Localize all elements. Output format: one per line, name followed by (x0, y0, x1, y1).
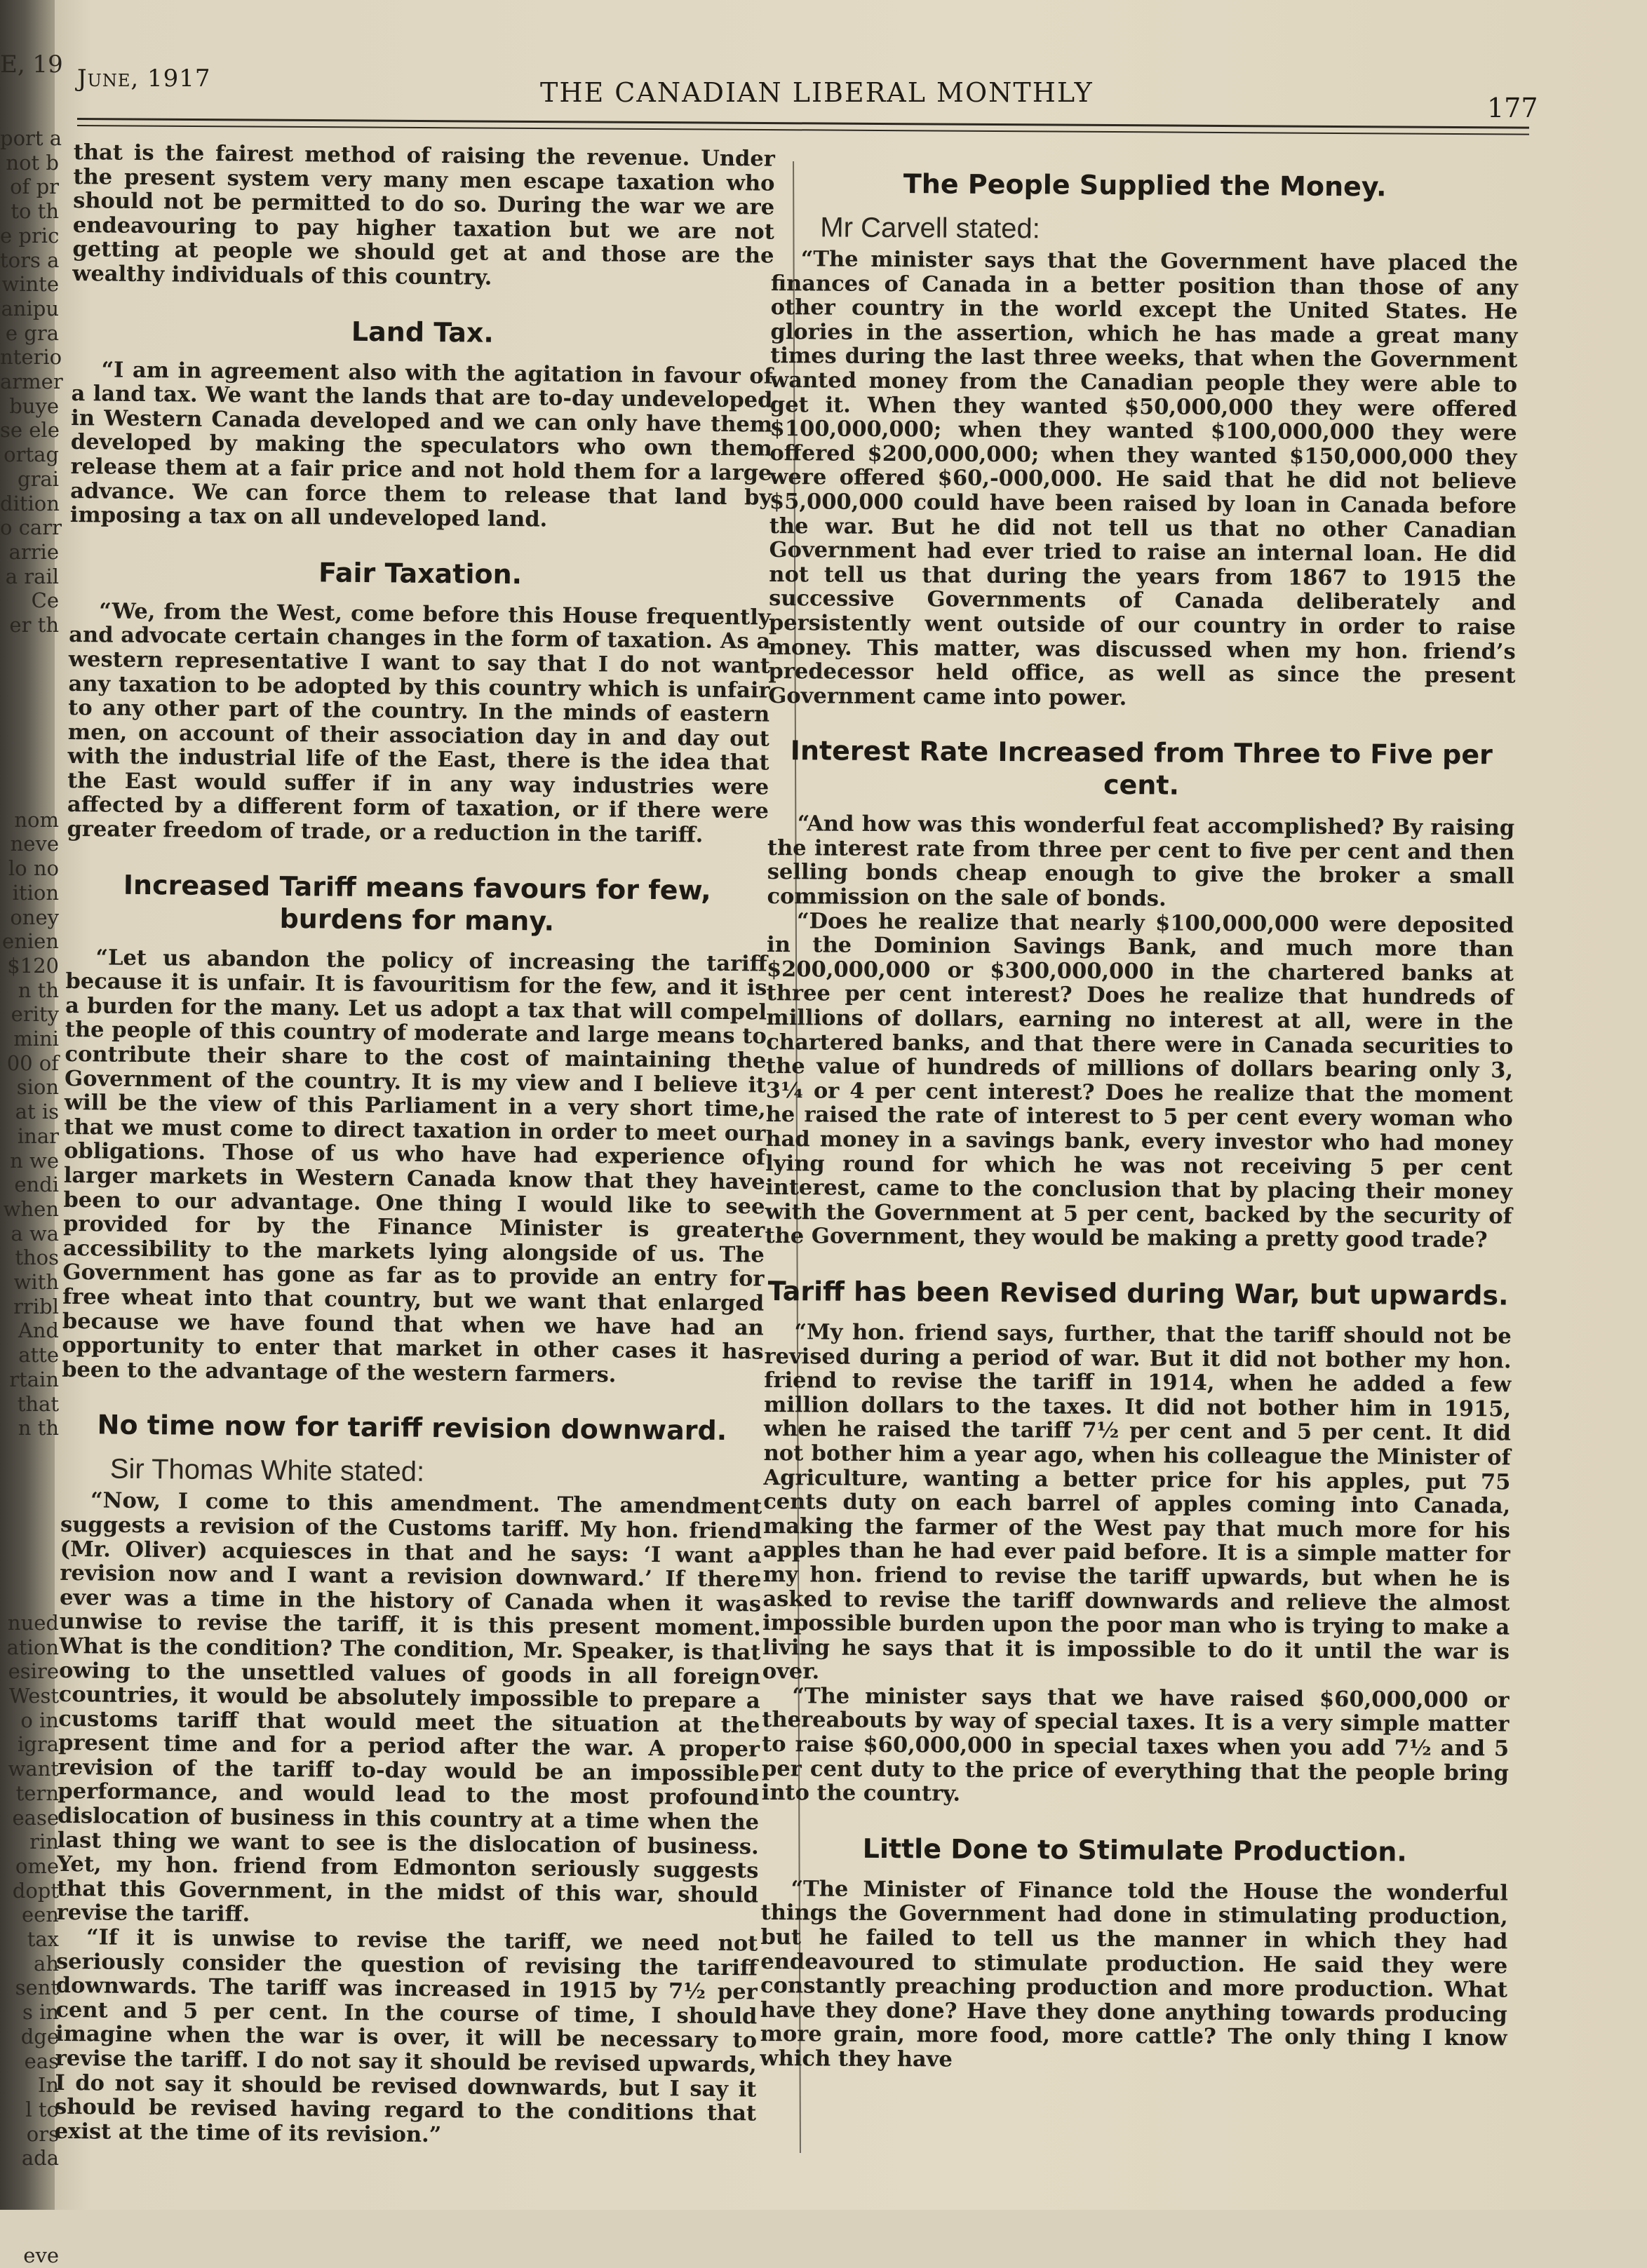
gutter-fragment-line: ada (21, 2146, 59, 2171)
gutter-fragment-line: nued (7, 1610, 59, 1635)
gutter-fragment-line: o in (20, 1708, 59, 1732)
gutter-fragment-line: anipu (1, 296, 59, 320)
section-heading: Increased Tariff means favours for few, burdens for many. (123, 869, 711, 937)
gutter-fragment-line: tern (15, 1781, 59, 1805)
gutter-fragment-line: sion (16, 1075, 59, 1100)
issue-date: June, 1917 (77, 65, 211, 93)
gutter-fragment-line: a wa (11, 1221, 59, 1246)
gutter-fragment-line: igra (18, 1732, 59, 1757)
gutter-fragment-line: And (18, 1318, 59, 1343)
gutter-fragment-line: armer (0, 370, 63, 394)
gutter-fragment-line: neve (10, 832, 59, 856)
left-column (55, 140, 775, 2150)
gutter-fragment-line: ors (26, 2121, 59, 2146)
gutter-fragment-line: tors a (0, 248, 60, 272)
gutter-fragment-line (0, 637, 59, 662)
gutter-fragment-line: nom (14, 807, 59, 832)
gutter-fragment-line: ortag (4, 443, 59, 467)
gutter-fragment-line: o carr (0, 515, 62, 540)
gutter-fragment-line: ease (12, 1805, 59, 1830)
gutter-fragment-line (0, 1440, 59, 1465)
gutter-fragment-line (0, 661, 59, 686)
gutter-fragment-line: sent (15, 1976, 59, 2000)
gutter-fragment-line: eve (23, 2243, 59, 2268)
gutter-fragment-line (0, 710, 59, 735)
gutter-fragment-line: oney (10, 905, 59, 929)
gutter-fragment-line: of pr (10, 175, 59, 199)
paragraph: “We, from the West, come before this House frequently and advocate certain changes in the form of taxation. As a western representative I want to say that I do not want any taxation to be adopted by this country which is unfair to any other part of the country. In the minds of eastern men, on account of their association day in and day out with the industrial life of the East, there is the idea that the East would suffer if in any way industries were affected by a different form of taxation, or if there were greater freedom of trade, or a reduction in the tariff. (67, 598, 771, 848)
gutter-fragment-line: port a (0, 126, 62, 150)
adjacent-page-fragment (0, 126, 63, 2268)
gutter-fragment-line: tax (27, 1927, 59, 1952)
gutter-fragment-line: to th (11, 199, 59, 224)
gutter-fragment-line: Ce (31, 588, 59, 613)
gutter-fragment-line: 00 of (6, 1051, 59, 1075)
gutter-fragment-line: eas (24, 2048, 59, 2073)
adjacent-page-header-fragment: E, 19 (0, 50, 63, 79)
gutter-fragment-line: a rail (5, 564, 59, 588)
section-heading: Fair Taxation. (318, 557, 523, 590)
gutter-fragment-line: nterio (0, 345, 62, 370)
gutter-fragment-line: ition (12, 880, 59, 905)
section-heading: Tariff has been Revised during War, but upwards. (767, 1275, 1509, 1311)
gutter-fragment-line: mini (13, 1027, 59, 1051)
gutter-fragment-line: winte (1, 272, 59, 297)
gutter-fragment-line (0, 1465, 59, 1490)
section-heading: The People Supplied the Money. (903, 168, 1387, 203)
gutter-fragment-line: want (8, 1757, 59, 1781)
section-heading: Land Tax. (351, 316, 495, 349)
gutter-fragment-line: inar (17, 1123, 59, 1148)
gutter-fragment-line: rribl (13, 1294, 59, 1318)
gutter-fragment-line: esire (8, 1659, 59, 1684)
gutter-fragment-line (0, 735, 59, 760)
gutter-fragment-line: at is (15, 1100, 59, 1124)
gutter-fragment-line: e pric (0, 223, 60, 248)
paragraph: “Now, I come to this amendment. The amendment suggests a revision of the Customs tariff. My hon. friend (Mr. Oliver) acquiesces in that and he says: ‘I want a revision now and I want a revision downward.’ If there ever was a time in the history of Canada when it was unwise to revise the tariff, it is this present moment. What is the condition? The condition, Mr. Speaker, is that owing to the unsettled values of goods in all foreign countries, it would be absolutely impossible to prepare a customs tariff that would meet the situation at the present time and for a period after the war. A proper revision of the tariff to-day would be an impossible performance, and would lead to the most profound dislocation of business in this country at a time when the last thing we want to see is the dislocation of business. Yet, my hon. friend from Edmonton seriously suggests that this Government, in the midst of this war, should revise the tariff. (56, 1487, 762, 1927)
gutter-fragment-line: e gra (5, 320, 59, 345)
paragraph: that is the fairest method of raising the revenue. Under the present system very many men escape taxation who should not be permitted to do so. During the war we are endeavouring to pay higher taxation but we are not getting at people we should get at and those are the wealthy individuals of this country. (72, 140, 775, 290)
gutter-fragment-line (0, 1586, 59, 1611)
gutter-fragment-line: n th (18, 1416, 59, 1440)
gutter-fragment-line: grai (18, 466, 59, 491)
section-heading: Little Done to Stimulate Production. (862, 1832, 1407, 1868)
paragraph: “The Minister of Finance told the House the wonderful things the Government had done in stimulating production, but he failed to tell us the manner in which they had endeavoured to stimulate production. He said they were constantly preaching production and more production. What have they done? Have they done anything towards producing more grain, more food, more cattle? The only thing I know which they have (760, 1876, 1508, 2072)
gutter-fragment-line (0, 686, 59, 710)
gutter-fragment-line: s in (22, 2000, 59, 2025)
gutter-fragment-line: dition (0, 491, 60, 515)
section-heading: No time now for tariff revision downward. (97, 1409, 727, 1447)
gutter-fragment-line (0, 759, 59, 783)
gutter-fragment-line: West (8, 1684, 59, 1708)
gutter-fragment-line: In (37, 2073, 59, 2098)
paragraph: “And how was this wonderful feat accomplished? By raising the interest rate from three per cent to five per cent and then selling bonds cheap enough to give the broker a small commission on the sale of bonds. (767, 811, 1515, 912)
paragraph: “The minister says that we have raised $60,000,000 or thereabouts by way of special taxes. It is a very simple matter to raise $60,000,000 in special taxes when you add 7½ and 5 per cent duty to the price of everything that the people bring into the country. (761, 1683, 1510, 1807)
gutter-fragment-line (0, 1489, 59, 1513)
gutter-fragment-line: rtain (9, 1367, 59, 1391)
gutter-fragment-line: atte (18, 1343, 59, 1368)
right-column (760, 154, 1519, 2075)
gutter-fragment-line: enien (2, 929, 59, 954)
gutter-fragment-line: when (3, 1196, 59, 1221)
gutter-fragment-line: endi (14, 1173, 59, 1197)
speaker-attribution: Mr Carvell stated: (820, 212, 1040, 245)
gutter-fragment-line: dge (20, 2024, 59, 2048)
gutter-fragment-line (0, 2171, 59, 2195)
paragraph: “Let us abandon the policy of increasing the tariff because it is unfair. It is favouritism for the few, and it is a burden for the many. Let us adopt a tax that will compel the people of this country of moderate and large means to contribute their share to the cost of maintaining the Government of the country. It is my view and I believe it will be the view of this Parliament in a very short time, that we must come to direct taxation in order to meet our obligations. Those of us who have had experience of larger markets in Western Canada know that they have been to our advantage. One thing I would like to see provided for by the Finance Minister is greater accessibility to the markets lying alongside of us. The Government has gone as far as to provide an entry for free wheat into that country, but we want that enlarged because we have found that when we have had an opportunity to enter that market in other cases it has been to the advantage of the western farmers. (62, 945, 767, 1388)
paragraph: “My hon. friend says, further, that the tariff should not be revised during a period of war. But it did not bother my hon. friend to revise the tariff in 1914, when he added a few million dollars to the taxes. It did not bother him in 1915, when he raised the tariff 7½ per cent and 5 per cent. It did not bother him a year ago, when his colleague the Minister of Agriculture, wanting a better price for his apples, put 75 cents duty on each barrel of apples coming into Canada, making the farmer of the West pay that much more for his apples than he had ever paid before. It is a simple matter for my hon. friend to revise the tariff upwards, but when he is asked to revise the tariff downwards and relieve the almost impossible burden upon the poor man who is trying to make a living he says that it is impossible to do it until the war is over. (762, 1319, 1512, 1685)
gutter-fragment-line: ome (15, 1854, 59, 1878)
gutter-fragment-line: arrie (8, 539, 59, 564)
gutter-fragment-line: l to (25, 2097, 59, 2121)
gutter-fragment-line: thos (15, 1246, 59, 1270)
gutter-fragment-line (0, 2195, 59, 2220)
gutter-fragment-line: ation (6, 1635, 59, 1659)
gutter-fragment-line (0, 2219, 59, 2243)
gutter-fragment-line: ah (34, 1951, 59, 1976)
gutter-fragment-line: lo no (8, 856, 59, 881)
paragraph: “Does he realize that nearly $100,000,000 were deposited in the Dominion Savings Bank, and much more than $200,000,000 or $300,000,000 in the chartered banks at three per cent interest? Does he realize that hundreds of millions of dollars, earning no interest at all, were in the chartered banks, and that there were in Canada securities to the value of hundreds of millions of dollars bearing only 3, 3¼ or 4 per cent interest? Does he realize that the moment he raised the rate of interest to 5 per cent every woman who had money in a savings bank, every investor who had money lying round for which he was not receiving 5 per cent interest, came to the conclusion that by placing their money with the Government at 5 per cent, backed by the security of the Government, they would be making a pretty good trade? (765, 907, 1514, 1253)
gutter-fragment-line: n th (18, 978, 59, 1002)
gutter-fragment-line: se ele (0, 418, 60, 443)
gutter-fragment-line: with (13, 1270, 59, 1295)
publication-title: THE CANADIAN LIBERAL MONTHLY (540, 77, 1094, 108)
gutter-fragment-line: een (21, 1903, 59, 1927)
gutter-fragment-line (0, 1513, 59, 1538)
section-heading: Interest Rate Increased from Three to Five per cent. (790, 735, 1493, 801)
paragraph: “If it is unwise to revise the tariff, we need not seriously consider the question of revising the tariff downwards. The tariff was increased in 1915 by 7½ per cent and 5 per cent. In the course of time, I should imagine when the war is over, it will be necessary to revise the tariff. I do not say it should be revised upwards, I do not say it should be revised downwards, but I say it should be revised having regard to the conditions that exist at the time of its revision.” (54, 1924, 758, 2147)
gutter-fragment-line: $120 (7, 953, 59, 978)
paragraph: “I am in agreement also with the agitation in favour of a land tax. We want the lands that are to-day undeveloped in Western Canada developed and we can only have them developed by making the speculators who own them release them at a fair price and not hold them for a large advance. We can force them to release that land by imposing a tax on all undeveloped land. (69, 356, 773, 532)
gutter-fragment-line: dopt (12, 1878, 59, 1903)
gutter-fragment-line (0, 1562, 59, 1586)
gutter-fragment-line: that (17, 1391, 59, 1416)
gutter-fragment-line: buye (9, 393, 59, 418)
paragraph: “The minister says that the Government have placed the finances of Canada in a better position than those of any other country in the world except the United States. He glories in the assertion, which he has made a great many times during the last three weeks, that when the Government wanted money from the Canadian people they were able to get it. When they wanted $50,000,000 they were offered $100,000,000; when they wanted $100,000,000 they were offered $200,000,000; when they wanted $150,000,000 they were offered $60,-000,000. He said that he did not believe $5,000,000 could have been raised by loan in Canada before the war. But he did not tell us that no other Canadian Government had ever tried to raise an internal loan. He did not tell us that during the years from 1867 to 1915 the successive Governments of Canada deliberately and persistently went outside of our country in order to raise money. This matter, was discussed when my hon. friend’s predecessor held office, as well as since the present Government came into power. (768, 246, 1519, 710)
page-number: 177 (1487, 93, 1538, 123)
gutter-fragment-line: rin (29, 1830, 59, 1854)
gutter-fragment-line (0, 783, 59, 808)
gutter-fragment-line: not b (6, 150, 59, 175)
gutter-fragment-line: n we (10, 1148, 59, 1173)
gutter-fragment-line (0, 1538, 59, 1562)
gutter-fragment-line: er th (9, 613, 59, 637)
gutter-fragment-line: erity (11, 1002, 59, 1027)
speaker-attribution: Sir Thomas White stated: (109, 1453, 425, 1488)
